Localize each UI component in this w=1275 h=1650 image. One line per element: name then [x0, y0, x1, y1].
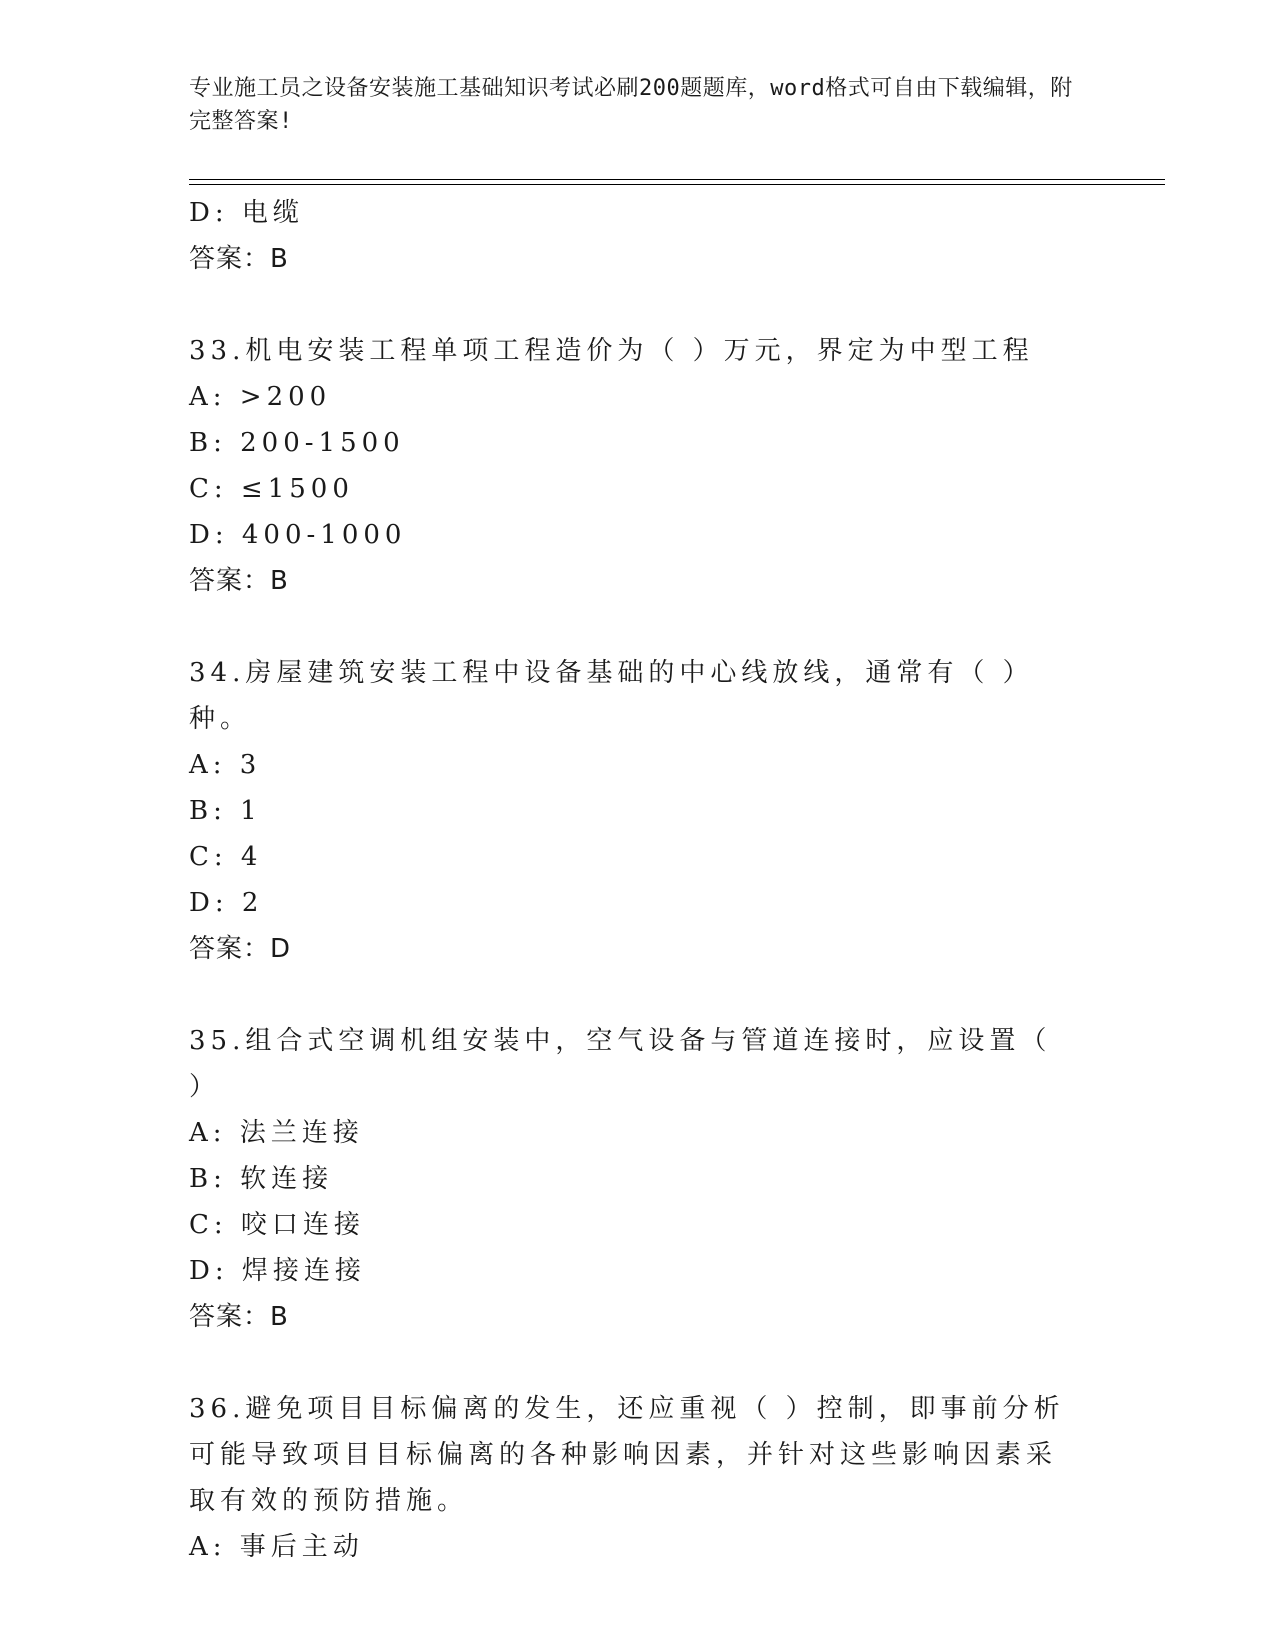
question-34	[189, 650, 1089, 972]
document-header	[189, 72, 1089, 138]
spacer	[189, 1340, 1089, 1386]
option-c: C: 咬口连接	[189, 1210, 365, 1240]
question-stem: 33.机电安装工程单项工程造价为（ ）万元，界定为中型工程	[189, 336, 1034, 366]
answer-line: 答案：D	[189, 934, 292, 964]
question-stem: 35.组合式空调机组安装中，空气设备与管道连接时，应设置（ ）	[189, 1026, 1052, 1102]
question-list	[189, 190, 1089, 1570]
question-33	[189, 328, 1089, 604]
option-a: A: >200	[189, 382, 332, 412]
header-divider-bottom	[189, 184, 1165, 185]
question-36	[189, 1386, 1089, 1570]
spacer	[189, 604, 1089, 650]
option-a: A: 3	[189, 750, 262, 780]
answer-line: 答案：B	[189, 566, 289, 596]
spacer	[189, 282, 1089, 328]
question-stem: 36.避免项目目标偏离的发生，还应重视（ ）控制，即事前分析可能导致项目目标偏离的各种影响因素，并针对这些影响因素采取有效的预防措施。	[189, 1394, 1065, 1516]
option-b: B: 软连接	[189, 1164, 334, 1194]
option-a: A: 事后主动	[189, 1532, 364, 1562]
option-d: D: 2	[189, 888, 264, 918]
option-a: A: 法兰连接	[189, 1118, 364, 1148]
spacer	[189, 972, 1089, 1018]
option-c: C: ≤1500	[189, 474, 354, 504]
option-d: D: 焊接连接	[189, 1256, 366, 1286]
header-divider-top	[189, 179, 1165, 180]
option-b: B: 1	[189, 796, 262, 826]
header-title: 专业施工员之设备安装施工基础知识考试必刷200题题库，word格式可自由下载编辑，附完整答案!	[189, 76, 1073, 134]
option-c: C: 4	[189, 842, 263, 872]
option-b: B: 200-1500	[189, 428, 405, 458]
answer-line: 答案：B	[189, 1302, 289, 1332]
answer-line: 答案：B	[189, 244, 289, 274]
question-stem: 34.房屋建筑安装工程中设备基础的中心线放线，通常有（ ）种。	[189, 658, 1034, 734]
question-35	[189, 1018, 1089, 1340]
option-d: D: 400-1000	[189, 520, 407, 550]
option-d: D: 电缆	[189, 198, 304, 228]
question-fragment-32	[189, 190, 1089, 282]
